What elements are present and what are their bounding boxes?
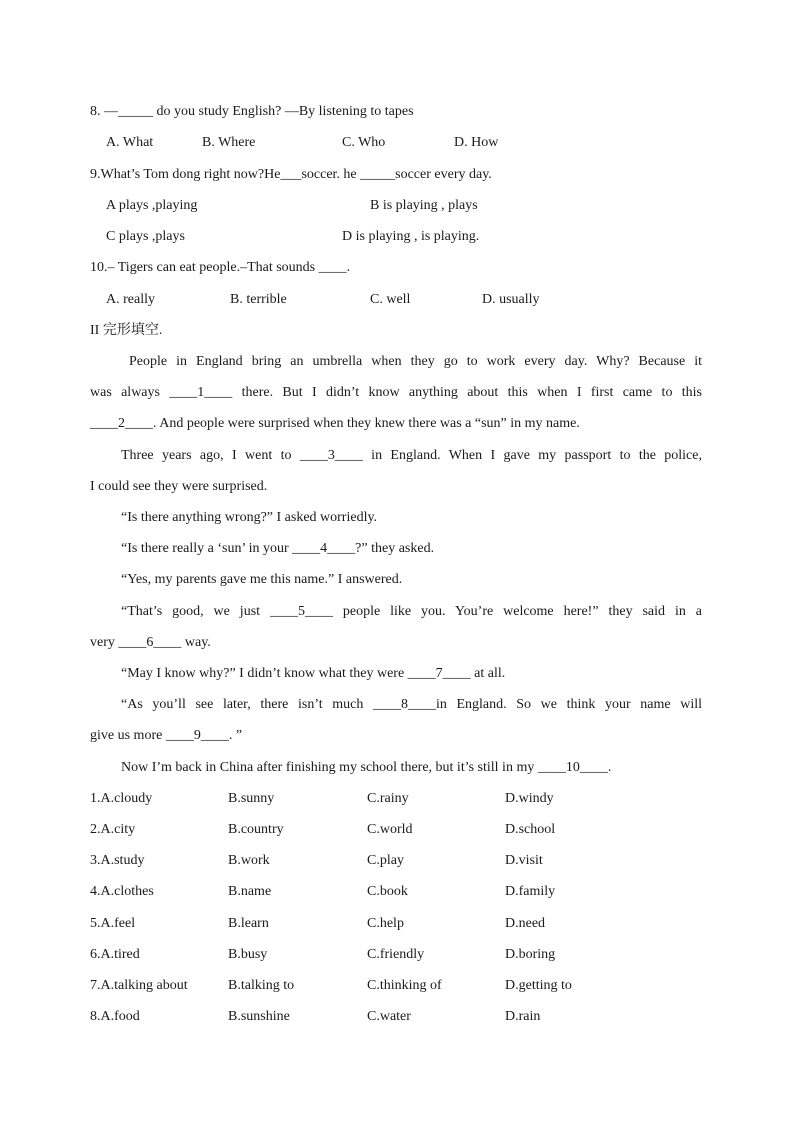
choice-2-a: 2.A.city [90,822,136,837]
choice-5-d: D.need [505,916,546,931]
choice-8-d: D.rain [505,1009,541,1024]
q8-option-a: A. What [106,135,154,150]
choice-1-b: B.sunny [228,791,275,806]
choice-7-d: D.getting to [505,978,572,993]
passage-line-14: Now I’m back in China after finishing my school there, but it’s still in my ____10____. [121,760,612,775]
passage-line-11: “May I know why?” I didn’t know what they were ____7____ at all. [121,666,506,681]
q10-option-d: D. usually [482,292,540,307]
choice-8-a: 8.A.food [90,1009,140,1024]
q9-option-a: A plays ,playing [106,198,198,213]
choice-1-d: D.windy [505,791,554,806]
choice-7-b: B.talking to [228,978,295,993]
passage-line-9: “That’s good, we just ____5____ people like you. You’re welcome here!” they said in a [121,604,702,619]
passage-line-1: People in England bring an umbrella when they go to work every day. Why? Because it [129,354,702,369]
choice-1-a: 1.A.cloudy [90,791,153,806]
choice-8-c: C.water [367,1009,411,1024]
q8-option-c: C. Who [342,135,386,150]
passage-line-10: very ____6____ way. [90,635,211,650]
choice-6-a: 6.A.tired [90,947,140,962]
question-8-text: 8. —_____ do you study English? —By listening to tapes [90,104,414,119]
q10-option-b: B. terrible [230,292,287,307]
q9-option-c: C plays ,plays [106,229,185,244]
choice-1-c: C.rainy [367,791,409,806]
choice-row-7 [90,977,650,995]
choice-6-d: D.boring [505,947,556,962]
passage-line-2: was always ____1____ there. But I didn’t know anything about this when I first came to this [90,385,702,400]
choice-4-b: B.name [228,884,272,899]
q8-option-b: B. Where [202,135,256,150]
choice-5-b: B.learn [228,916,269,931]
passage-line-5: I could see they were surprised. [90,479,268,494]
choice-row-8 [90,1008,650,1026]
question-10-text: 10.– Tigers can eat people.–That sounds ____. [90,260,351,275]
choice-2-b: B.country [228,822,284,837]
q9-option-b: B is playing , plays [370,198,478,213]
choice-7-c: C.thinking of [367,978,442,993]
passage-line-13: give us more ____9____. ” [90,728,243,743]
choice-4-a: 4.A.clothes [90,884,154,899]
choice-4-d: D.family [505,884,556,899]
q10-option-c: C. well [370,292,411,307]
passage-line-8: “Yes, my parents gave me this name.” I answered. [121,572,403,587]
passage-line-4: Three years ago, I went to ____3____ in England. When I gave my passport to the police, [121,448,702,463]
choice-row-3 [90,852,650,870]
passage-line-12: “As you’ll see later, there isn’t much ____8____in England. So we think your name will [121,697,702,712]
choice-7-a: 7.A.talking about [90,978,188,993]
choice-6-b: B.busy [228,947,268,962]
choice-3-c: C.play [367,853,404,868]
choice-8-b: B.sunshine [228,1009,290,1024]
choice-3-b: B.work [228,853,270,868]
passage-line-3: ____2____. And people were surprised when they knew there was a “sun” in my name. [90,416,580,431]
choice-6-c: C.friendly [367,947,425,962]
choice-row-4 [90,883,650,901]
choice-3-a: 3.A.study [90,853,145,868]
choice-5-c: C.help [367,916,404,931]
choice-2-d: D.school [505,822,556,837]
choice-3-d: D.visit [505,853,543,868]
passage-line-7: “Is there really a ‘sun’ in your ____4____?” they asked. [121,541,435,556]
q10-option-a: A. really [106,292,155,307]
question-9-text: 9.What’s Tom dong right now?He___soccer. he _____soccer every day. [90,167,492,182]
q9-option-d: D is playing , is playing. [342,229,480,244]
choice-2-c: C.world [367,822,413,837]
passage-line-6: “Is there anything wrong?” I asked worriedly. [121,510,378,525]
choice-4-c: C.book [367,884,408,899]
section-2-heading: II 完形填空. [90,323,163,338]
choice-5-a: 5.A.feel [90,916,136,931]
choice-row-1 [90,790,650,808]
choice-row-6 [90,946,650,964]
choice-row-5 [90,915,650,933]
choice-row-2 [90,821,650,839]
q8-option-d: D. How [454,135,499,150]
